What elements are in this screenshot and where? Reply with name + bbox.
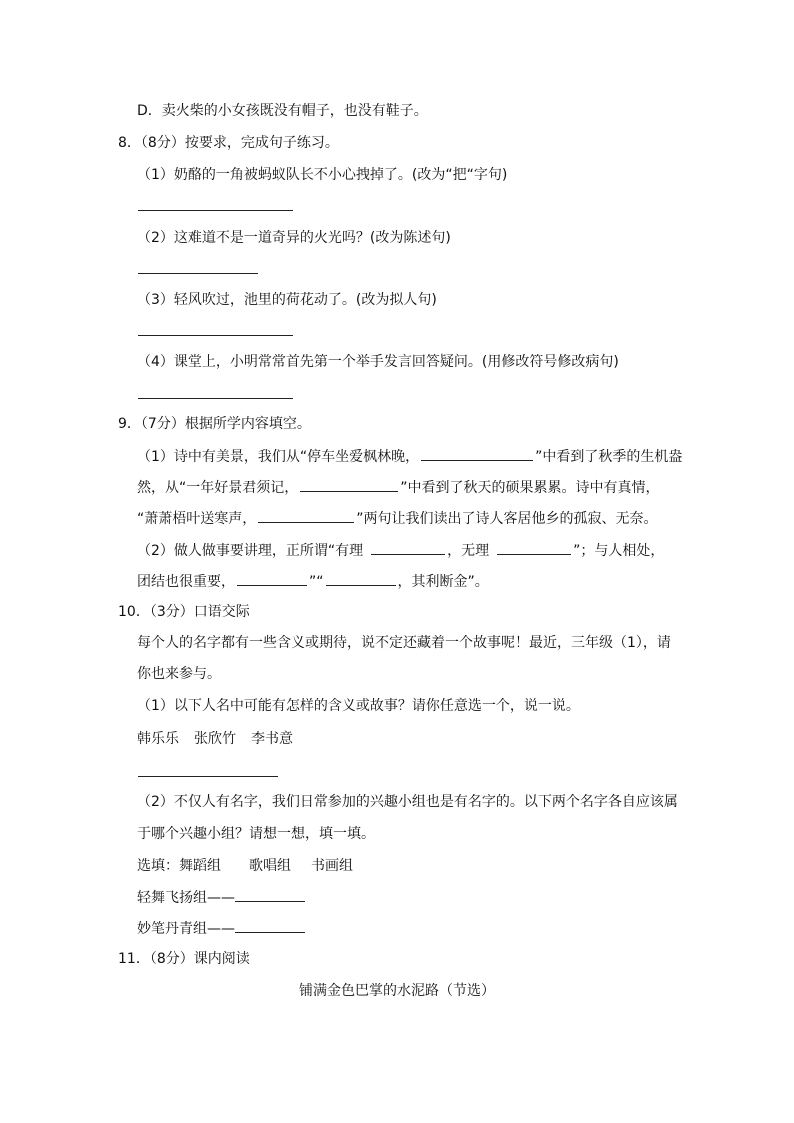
group-line-2 xyxy=(137,918,307,939)
answer-line-8-4[interactable] xyxy=(138,398,293,399)
blank-9-3[interactable] xyxy=(258,508,354,523)
q9-2b-text-after: ，其利断金”。 xyxy=(397,574,489,590)
answer-line-8-1[interactable] xyxy=(138,210,293,211)
blank-9-1[interactable] xyxy=(421,446,533,461)
question-11-heading: 11．（8分）课内阅读 xyxy=(118,951,250,967)
q9-2b-text-mid: ”“ xyxy=(309,574,324,590)
question-8-item-2: （2）这难道不是一道奇异的火光吗？(改为陈述句) xyxy=(137,230,451,246)
question-10-item-2a: （2）不仅人有名字，我们日常参加的兴趣小组也是有名字的。以下两个名字各自应该属 xyxy=(137,794,678,810)
blank-9-4[interactable] xyxy=(371,540,445,555)
name-1: 韩乐乐 xyxy=(137,731,179,747)
option-singing: 歌唱组 xyxy=(249,858,291,874)
question-9-line-5 xyxy=(137,571,489,592)
blank-10-1[interactable] xyxy=(235,887,305,902)
options-label: 选填：舞蹈组 xyxy=(137,858,221,874)
question-8-item-4: （4）课堂上，小明常常首先第一个举手发言回答疑问。(用修改符号修改病句) xyxy=(137,354,619,370)
q9-1a-text-after: ”中看到了秋季的生机盎 xyxy=(535,449,683,465)
group-2-label: 妙笔丹青组—— xyxy=(137,921,235,937)
reading-title: 铺满金色巴掌的水泥路（节选） xyxy=(299,983,495,999)
question-10-heading: 10．（3分）口语交际 xyxy=(118,604,250,620)
answer-line-8-2[interactable] xyxy=(138,273,258,274)
q9-1b-text-after: ”中看到了秋天的硕果累累。诗中有真情， xyxy=(400,480,660,496)
question-8-item-3: （3）轻风吹过，池里的荷花动了。(改为拟人句) xyxy=(137,292,437,308)
question-10-intro-2: 你也来参与。 xyxy=(137,666,221,682)
q9-2a-text-after: ”；与人相处， xyxy=(573,543,665,559)
question-9-line-2 xyxy=(137,477,660,498)
group-line-1 xyxy=(137,887,307,908)
question-9-line-1 xyxy=(137,446,682,467)
q9-1c-text: “萧萧梧叶送寒声， xyxy=(137,511,257,527)
question-8-heading: 8．（8分）按要求，完成句子练习。 xyxy=(118,135,339,151)
q9-1b-text: 然，从“一年好景君须记， xyxy=(137,480,299,496)
name-2: 张欣竹 xyxy=(194,731,236,747)
question-9-line-3 xyxy=(137,508,658,529)
question-9-line-4 xyxy=(137,540,664,561)
blank-9-5[interactable] xyxy=(497,540,571,555)
question-10-item-2b: 于哪个兴趣小组？请想一想，填一填。 xyxy=(137,826,375,842)
name-3: 李书意 xyxy=(251,731,293,747)
question-10-item-1: （1）以下人名中可能有怎样的含义或故事？请你任意选一个，说一说。 xyxy=(137,698,580,714)
q9-1a-text: （1）诗中有美景，我们从“停车坐爱枫林晚， xyxy=(137,449,420,465)
options-line xyxy=(137,856,353,876)
answer-line-10-1[interactable] xyxy=(138,776,278,777)
question-10-intro-1: 每个人的名字都有一些含义或期待，说不定还藏着一个故事呢！最近，三年级（1），请 xyxy=(137,635,671,651)
option-d: D．卖火柴的小女孩既没有帽子，也没有鞋子。 xyxy=(137,103,428,119)
name-list xyxy=(137,729,293,749)
group-1-label: 轻舞飞扬组—— xyxy=(137,890,235,906)
q9-2a-text: （2）做人做事要讲理，正所谓“有理 xyxy=(137,543,364,559)
blank-10-2[interactable] xyxy=(235,918,305,933)
q9-2a-text-mid: ，无理 xyxy=(447,543,490,559)
option-painting: 书画组 xyxy=(311,858,353,874)
answer-line-8-3[interactable] xyxy=(138,335,293,336)
blank-9-6[interactable] xyxy=(237,571,307,586)
question-8-item-1: （1）奶酪的一角被蚂蚁队长不小心拽掉了。(改为“把“字句) xyxy=(137,167,508,183)
q9-1c-text-after: ”两句让我们读出了诗人客居他乡的孤寂、无奈。 xyxy=(356,511,658,527)
question-9-heading: 9．（7分）根据所学内容填空。 xyxy=(118,416,311,432)
blank-9-7[interactable] xyxy=(326,571,396,586)
blank-9-2[interactable] xyxy=(300,477,398,492)
q9-2b-text: 团结也很重要， xyxy=(137,574,235,590)
